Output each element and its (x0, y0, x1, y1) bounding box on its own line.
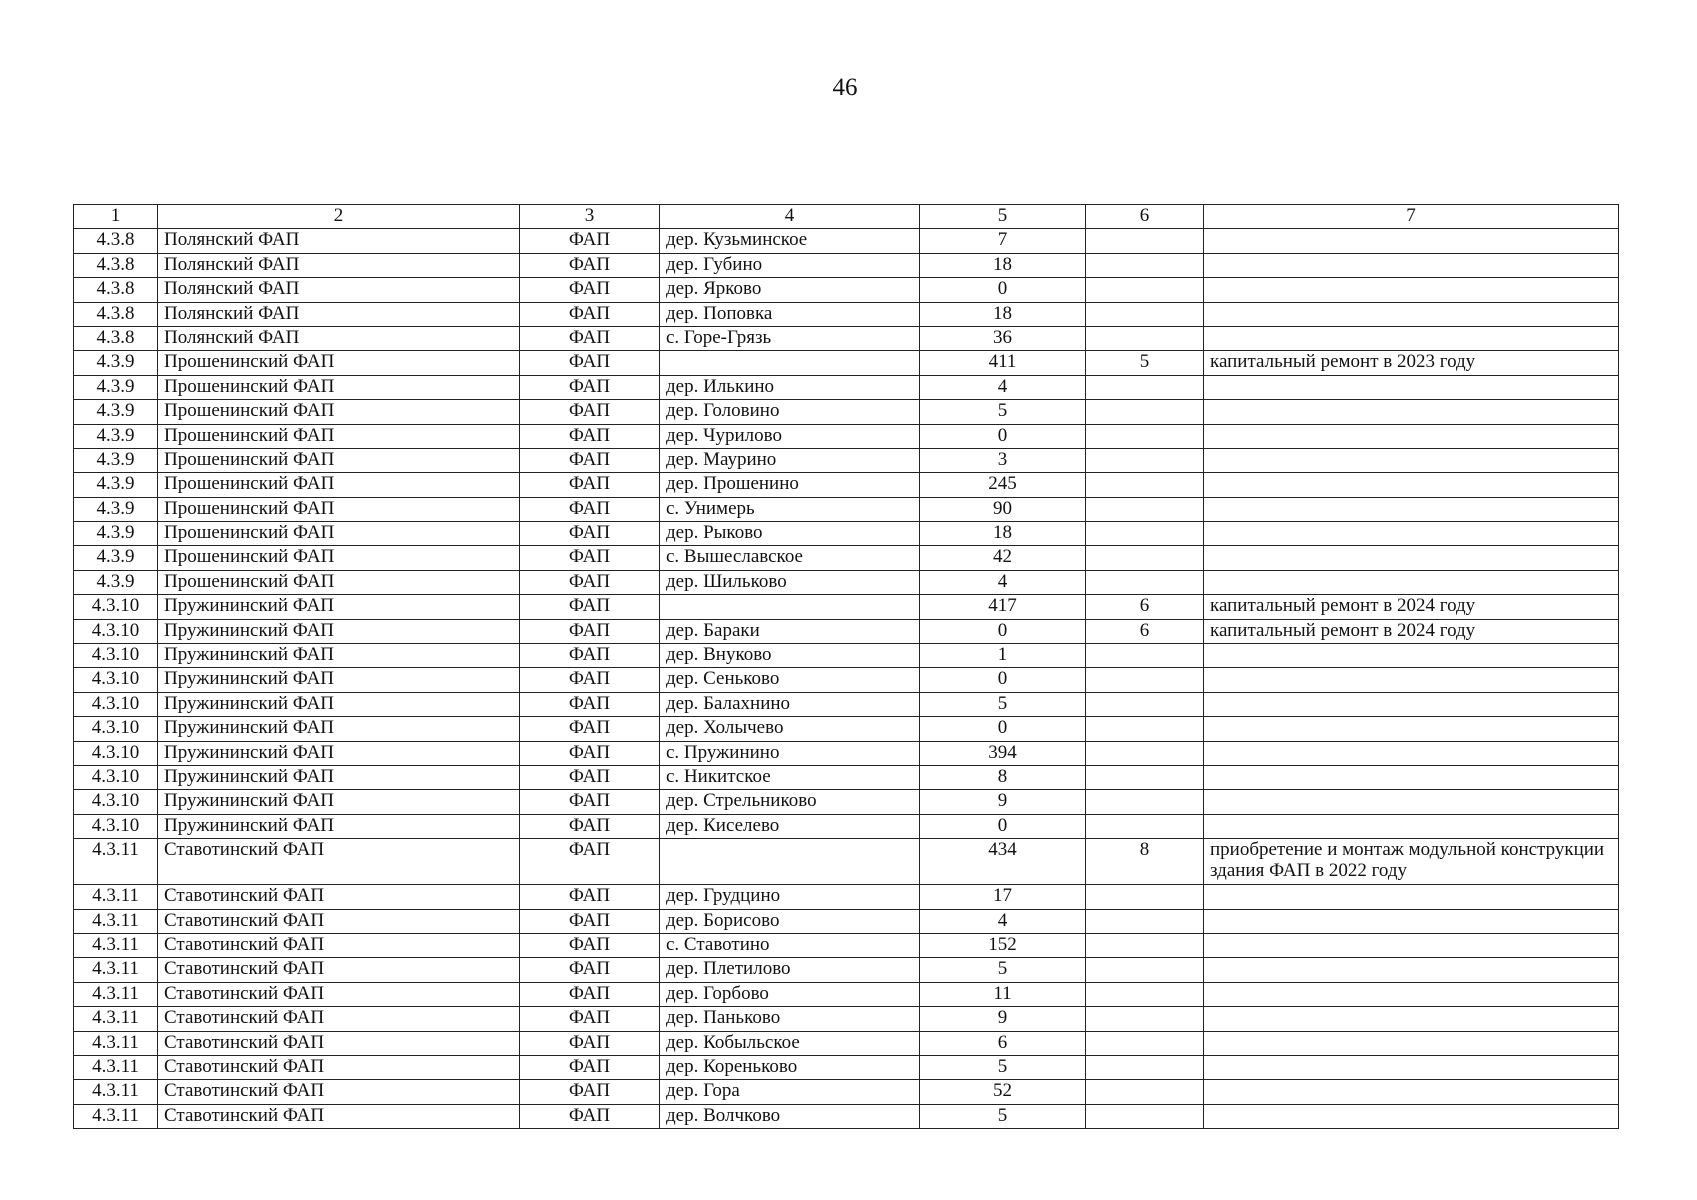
note-cell (1204, 400, 1619, 424)
header-cell: 4 (660, 205, 920, 229)
settlement-cell: дер. Рыково (660, 522, 920, 546)
population-cell: 434 (920, 839, 1086, 885)
facility-type-cell: ФАП (520, 229, 660, 253)
settlement-cell: дер. Маурино (660, 448, 920, 472)
settlement-cell (660, 595, 920, 619)
facility-type-cell: ФАП (520, 958, 660, 982)
population-cell: 245 (920, 473, 1086, 497)
population-cell: 5 (920, 692, 1086, 716)
population-cell: 36 (920, 326, 1086, 350)
row-number-cell: 4.3.11 (74, 1007, 158, 1031)
row-number-cell: 4.3.11 (74, 958, 158, 982)
facility-type-cell: ФАП (520, 1031, 660, 1055)
population-cell: 394 (920, 741, 1086, 765)
facility-type-cell: ФАП (520, 1007, 660, 1031)
note-cell (1204, 448, 1619, 472)
table-row (74, 765, 1619, 789)
settlement-cell: дер. Прошенино (660, 473, 920, 497)
population-cell: 42 (920, 546, 1086, 570)
table-header-row (74, 205, 1619, 229)
table-row (74, 741, 1619, 765)
facility-name-cell: Ставотинский ФАП (158, 933, 520, 957)
value-cell: 5 (1086, 351, 1204, 375)
table-row (74, 229, 1619, 253)
table-row (74, 448, 1619, 472)
settlement-cell: дер. Стрельниково (660, 790, 920, 814)
note-cell (1204, 765, 1619, 789)
settlement-cell: с. Никитское (660, 765, 920, 789)
population-cell: 4 (920, 570, 1086, 594)
note-cell (1204, 522, 1619, 546)
table-row (74, 375, 1619, 399)
note-cell (1204, 375, 1619, 399)
row-number-cell: 4.3.11 (74, 1104, 158, 1128)
table-row (74, 326, 1619, 350)
value-cell (1086, 522, 1204, 546)
table-row (74, 958, 1619, 982)
note-cell (1204, 741, 1619, 765)
facility-name-cell: Пружининский ФАП (158, 668, 520, 692)
value-cell (1086, 644, 1204, 668)
settlement-cell: дер. Поповка (660, 302, 920, 326)
value-cell (1086, 326, 1204, 350)
row-number-cell: 4.3.8 (74, 278, 158, 302)
table-row (74, 814, 1619, 838)
row-number-cell: 4.3.11 (74, 1055, 158, 1079)
table-row (74, 497, 1619, 521)
facility-name-cell: Полянский ФАП (158, 302, 520, 326)
settlement-cell: дер. Внуково (660, 644, 920, 668)
population-cell: 0 (920, 619, 1086, 643)
population-cell: 0 (920, 717, 1086, 741)
value-cell: 6 (1086, 619, 1204, 643)
facility-type-cell: ФАП (520, 448, 660, 472)
table-row (74, 522, 1619, 546)
table-row (74, 1104, 1619, 1128)
population-cell: 18 (920, 253, 1086, 277)
note-cell (1204, 1031, 1619, 1055)
facility-type-cell: ФАП (520, 814, 660, 838)
facility-type-cell: ФАП (520, 400, 660, 424)
value-cell (1086, 302, 1204, 326)
row-number-cell: 4.3.8 (74, 253, 158, 277)
facility-type-cell: ФАП (520, 765, 660, 789)
table-row (74, 570, 1619, 594)
facility-name-cell: Пружининский ФАП (158, 619, 520, 643)
note-cell (1204, 1007, 1619, 1031)
facility-name-cell: Прошенинский ФАП (158, 424, 520, 448)
facility-type-cell: ФАП (520, 375, 660, 399)
row-number-cell: 4.3.10 (74, 595, 158, 619)
table-row (74, 1080, 1619, 1104)
table-row (74, 933, 1619, 957)
row-number-cell: 4.3.10 (74, 790, 158, 814)
note-cell (1204, 570, 1619, 594)
note-cell (1204, 1104, 1619, 1128)
data-table (73, 204, 1619, 1129)
note-cell (1204, 326, 1619, 350)
facility-type-cell: ФАП (520, 1104, 660, 1128)
settlement-cell: дер. Бараки (660, 619, 920, 643)
row-number-cell: 4.3.9 (74, 570, 158, 594)
population-cell: 5 (920, 400, 1086, 424)
table-row (74, 546, 1619, 570)
note-cell: приобретение и монтаж модульной конструкции здания ФАП в 2022 году (1204, 839, 1619, 885)
population-cell: 3 (920, 448, 1086, 472)
population-cell: 11 (920, 982, 1086, 1006)
population-cell: 411 (920, 351, 1086, 375)
value-cell (1086, 982, 1204, 1006)
value-cell (1086, 1104, 1204, 1128)
population-cell: 18 (920, 522, 1086, 546)
page-number: 46 (832, 74, 858, 101)
settlement-cell: дер. Грудцино (660, 885, 920, 909)
value-cell (1086, 717, 1204, 741)
facility-type-cell: ФАП (520, 522, 660, 546)
facility-name-cell: Ставотинский ФАП (158, 982, 520, 1006)
population-cell: 5 (920, 1104, 1086, 1128)
note-cell: капитальный ремонт в 2023 году (1204, 351, 1619, 375)
row-number-cell: 4.3.11 (74, 1031, 158, 1055)
row-number-cell: 4.3.9 (74, 400, 158, 424)
value-cell (1086, 229, 1204, 253)
value-cell (1086, 278, 1204, 302)
note-cell (1204, 302, 1619, 326)
note-cell (1204, 229, 1619, 253)
row-number-cell: 4.3.9 (74, 522, 158, 546)
row-number-cell: 4.3.9 (74, 497, 158, 521)
value-cell (1086, 1080, 1204, 1104)
table-row (74, 1055, 1619, 1079)
note-cell (1204, 278, 1619, 302)
facility-type-cell: ФАП (520, 933, 660, 957)
settlement-cell: дер. Холычево (660, 717, 920, 741)
table-row (74, 595, 1619, 619)
settlement-cell: дер. Кореньково (660, 1055, 920, 1079)
population-cell: 0 (920, 814, 1086, 838)
facility-name-cell: Ставотинский ФАП (158, 1055, 520, 1079)
population-cell: 9 (920, 1007, 1086, 1031)
row-number-cell: 4.3.10 (74, 644, 158, 668)
settlement-cell: дер. Гора (660, 1080, 920, 1104)
facility-type-cell: ФАП (520, 619, 660, 643)
facility-type-cell: ФАП (520, 644, 660, 668)
value-cell (1086, 885, 1204, 909)
row-number-cell: 4.3.9 (74, 351, 158, 375)
population-cell: 1 (920, 644, 1086, 668)
settlement-cell: дер. Киселево (660, 814, 920, 838)
header-cell: 5 (920, 205, 1086, 229)
value-cell (1086, 1007, 1204, 1031)
facility-name-cell: Прошенинский ФАП (158, 570, 520, 594)
note-cell (1204, 885, 1619, 909)
settlement-cell: дер. Шильково (660, 570, 920, 594)
note-cell (1204, 644, 1619, 668)
facility-name-cell: Полянский ФАП (158, 326, 520, 350)
value-cell (1086, 448, 1204, 472)
table-row (74, 717, 1619, 741)
facility-type-cell: ФАП (520, 668, 660, 692)
table-row (74, 885, 1619, 909)
value-cell (1086, 1031, 1204, 1055)
value-cell (1086, 253, 1204, 277)
facility-name-cell: Ставотинский ФАП (158, 1080, 520, 1104)
settlement-cell: дер. Балахнино (660, 692, 920, 716)
facility-type-cell: ФАП (520, 570, 660, 594)
row-number-cell: 4.3.11 (74, 885, 158, 909)
note-cell (1204, 253, 1619, 277)
facility-name-cell: Пружининский ФАП (158, 644, 520, 668)
note-cell (1204, 1055, 1619, 1079)
facility-name-cell: Ставотинский ФАП (158, 885, 520, 909)
facility-name-cell: Полянский ФАП (158, 229, 520, 253)
population-cell: 417 (920, 595, 1086, 619)
row-number-cell: 4.3.10 (74, 619, 158, 643)
facility-name-cell: Прошенинский ФАП (158, 400, 520, 424)
facility-type-cell: ФАП (520, 351, 660, 375)
row-number-cell: 4.3.11 (74, 839, 158, 885)
table-row (74, 839, 1619, 885)
note-cell (1204, 692, 1619, 716)
facility-name-cell: Ставотинский ФАП (158, 839, 520, 885)
row-number-cell: 4.3.10 (74, 765, 158, 789)
table-row (74, 1007, 1619, 1031)
facility-type-cell: ФАП (520, 692, 660, 716)
value-cell (1086, 668, 1204, 692)
header-cell: 6 (1086, 205, 1204, 229)
table-row (74, 644, 1619, 668)
row-number-cell: 4.3.11 (74, 909, 158, 933)
note-cell: капитальный ремонт в 2024 году (1204, 595, 1619, 619)
value-cell (1086, 814, 1204, 838)
facility-name-cell: Полянский ФАП (158, 278, 520, 302)
settlement-cell: с. Горе-Грязь (660, 326, 920, 350)
population-cell: 0 (920, 424, 1086, 448)
note-cell (1204, 473, 1619, 497)
facility-name-cell: Прошенинский ФАП (158, 546, 520, 570)
settlement-cell: дер. Чурилово (660, 424, 920, 448)
note-cell (1204, 546, 1619, 570)
population-cell: 17 (920, 885, 1086, 909)
settlement-cell: дер. Ярково (660, 278, 920, 302)
value-cell (1086, 424, 1204, 448)
facility-name-cell: Пружининский ФАП (158, 790, 520, 814)
row-number-cell: 4.3.11 (74, 933, 158, 957)
facility-type-cell: ФАП (520, 1080, 660, 1104)
facility-type-cell: ФАП (520, 595, 660, 619)
row-number-cell: 4.3.10 (74, 668, 158, 692)
note-cell (1204, 1080, 1619, 1104)
facility-type-cell: ФАП (520, 909, 660, 933)
note-cell (1204, 814, 1619, 838)
table-row (74, 1031, 1619, 1055)
settlement-cell: с. Унимерь (660, 497, 920, 521)
table-row (74, 278, 1619, 302)
facility-type-cell: ФАП (520, 497, 660, 521)
table-body (74, 205, 1619, 1129)
facility-name-cell: Пружининский ФАП (158, 741, 520, 765)
facility-type-cell: ФАП (520, 424, 660, 448)
facility-type-cell: ФАП (520, 839, 660, 885)
facility-name-cell: Пружининский ФАП (158, 814, 520, 838)
facility-type-cell: ФАП (520, 326, 660, 350)
note-cell (1204, 958, 1619, 982)
settlement-cell: дер. Губино (660, 253, 920, 277)
row-number-cell: 4.3.9 (74, 375, 158, 399)
table-row (74, 619, 1619, 643)
facility-name-cell: Прошенинский ФАП (158, 448, 520, 472)
population-cell: 5 (920, 1055, 1086, 1079)
settlement-cell: дер. Головино (660, 400, 920, 424)
facility-name-cell: Ставотинский ФАП (158, 909, 520, 933)
facility-name-cell: Ставотинский ФАП (158, 1031, 520, 1055)
value-cell (1086, 546, 1204, 570)
population-cell: 90 (920, 497, 1086, 521)
facility-type-cell: ФАП (520, 278, 660, 302)
settlement-cell: дер. Кобыльское (660, 1031, 920, 1055)
facility-name-cell: Пружининский ФАП (158, 765, 520, 789)
header-cell: 1 (74, 205, 158, 229)
facility-name-cell: Пружининский ФАП (158, 595, 520, 619)
note-cell: капитальный ремонт в 2024 году (1204, 619, 1619, 643)
facility-name-cell: Прошенинский ФАП (158, 473, 520, 497)
facility-type-cell: ФАП (520, 790, 660, 814)
settlement-cell (660, 839, 920, 885)
settlement-cell: с. Вышеславское (660, 546, 920, 570)
value-cell (1086, 497, 1204, 521)
population-cell: 5 (920, 958, 1086, 982)
settlement-cell: дер. Сеньково (660, 668, 920, 692)
table-row (74, 668, 1619, 692)
settlement-cell (660, 351, 920, 375)
header-cell: 7 (1204, 205, 1619, 229)
facility-name-cell: Полянский ФАП (158, 253, 520, 277)
settlement-cell: дер. Плетилово (660, 958, 920, 982)
row-number-cell: 4.3.9 (74, 473, 158, 497)
header-cell: 2 (158, 205, 520, 229)
row-number-cell: 4.3.11 (74, 1080, 158, 1104)
facility-name-cell: Пружининский ФАП (158, 717, 520, 741)
row-number-cell: 4.3.8 (74, 326, 158, 350)
value-cell: 6 (1086, 595, 1204, 619)
row-number-cell: 4.3.9 (74, 546, 158, 570)
settlement-cell: дер. Паньково (660, 1007, 920, 1031)
settlement-cell: дер. Илькино (660, 375, 920, 399)
value-cell (1086, 958, 1204, 982)
facility-name-cell: Пружининский ФАП (158, 692, 520, 716)
table-row (74, 790, 1619, 814)
header-cell: 3 (520, 205, 660, 229)
note-cell (1204, 909, 1619, 933)
note-cell (1204, 497, 1619, 521)
facility-name-cell: Прошенинский ФАП (158, 497, 520, 521)
table-row (74, 692, 1619, 716)
row-number-cell: 4.3.10 (74, 692, 158, 716)
row-number-cell: 4.3.9 (74, 424, 158, 448)
table-row (74, 253, 1619, 277)
population-cell: 7 (920, 229, 1086, 253)
population-cell: 52 (920, 1080, 1086, 1104)
note-cell (1204, 424, 1619, 448)
facility-name-cell: Ставотинский ФАП (158, 1104, 520, 1128)
row-number-cell: 4.3.8 (74, 302, 158, 326)
table-row (74, 909, 1619, 933)
facility-type-cell: ФАП (520, 717, 660, 741)
value-cell (1086, 473, 1204, 497)
row-number-cell: 4.3.10 (74, 717, 158, 741)
population-cell: 8 (920, 765, 1086, 789)
row-number-cell: 4.3.11 (74, 982, 158, 1006)
value-cell (1086, 375, 1204, 399)
facility-type-cell: ФАП (520, 982, 660, 1006)
population-cell: 4 (920, 375, 1086, 399)
settlement-cell: дер. Борисово (660, 909, 920, 933)
facility-type-cell: ФАП (520, 885, 660, 909)
facility-type-cell: ФАП (520, 741, 660, 765)
value-cell (1086, 692, 1204, 716)
table-row (74, 400, 1619, 424)
value-cell (1086, 1055, 1204, 1079)
table-row (74, 351, 1619, 375)
facility-name-cell: Ставотинский ФАП (158, 1007, 520, 1031)
value-cell (1086, 933, 1204, 957)
population-cell: 0 (920, 668, 1086, 692)
value-cell (1086, 790, 1204, 814)
settlement-cell: дер. Кузьминское (660, 229, 920, 253)
population-cell: 9 (920, 790, 1086, 814)
facility-type-cell: ФАП (520, 1055, 660, 1079)
settlement-cell: с. Пружинино (660, 741, 920, 765)
facility-name-cell: Прошенинский ФАП (158, 522, 520, 546)
value-cell (1086, 765, 1204, 789)
settlement-cell: с. Ставотино (660, 933, 920, 957)
settlement-cell: дер. Горбово (660, 982, 920, 1006)
facility-name-cell: Прошенинский ФАП (158, 351, 520, 375)
note-cell (1204, 982, 1619, 1006)
row-number-cell: 4.3.8 (74, 229, 158, 253)
population-cell: 4 (920, 909, 1086, 933)
row-number-cell: 4.3.10 (74, 741, 158, 765)
value-cell (1086, 570, 1204, 594)
table-row (74, 473, 1619, 497)
note-cell (1204, 933, 1619, 957)
note-cell (1204, 790, 1619, 814)
facility-name-cell: Ставотинский ФАП (158, 958, 520, 982)
table-row (74, 424, 1619, 448)
facility-name-cell: Прошенинский ФАП (158, 375, 520, 399)
settlement-cell: дер. Волчково (660, 1104, 920, 1128)
row-number-cell: 4.3.9 (74, 448, 158, 472)
note-cell (1204, 717, 1619, 741)
value-cell (1086, 909, 1204, 933)
table-row (74, 302, 1619, 326)
facility-type-cell: ФАП (520, 253, 660, 277)
table-row (74, 982, 1619, 1006)
facility-type-cell: ФАП (520, 302, 660, 326)
value-cell: 8 (1086, 839, 1204, 885)
value-cell (1086, 400, 1204, 424)
facility-type-cell: ФАП (520, 546, 660, 570)
value-cell (1086, 741, 1204, 765)
population-cell: 0 (920, 278, 1086, 302)
population-cell: 18 (920, 302, 1086, 326)
row-number-cell: 4.3.10 (74, 814, 158, 838)
facility-type-cell: ФАП (520, 473, 660, 497)
population-cell: 152 (920, 933, 1086, 957)
note-cell (1204, 668, 1619, 692)
population-cell: 6 (920, 1031, 1086, 1055)
